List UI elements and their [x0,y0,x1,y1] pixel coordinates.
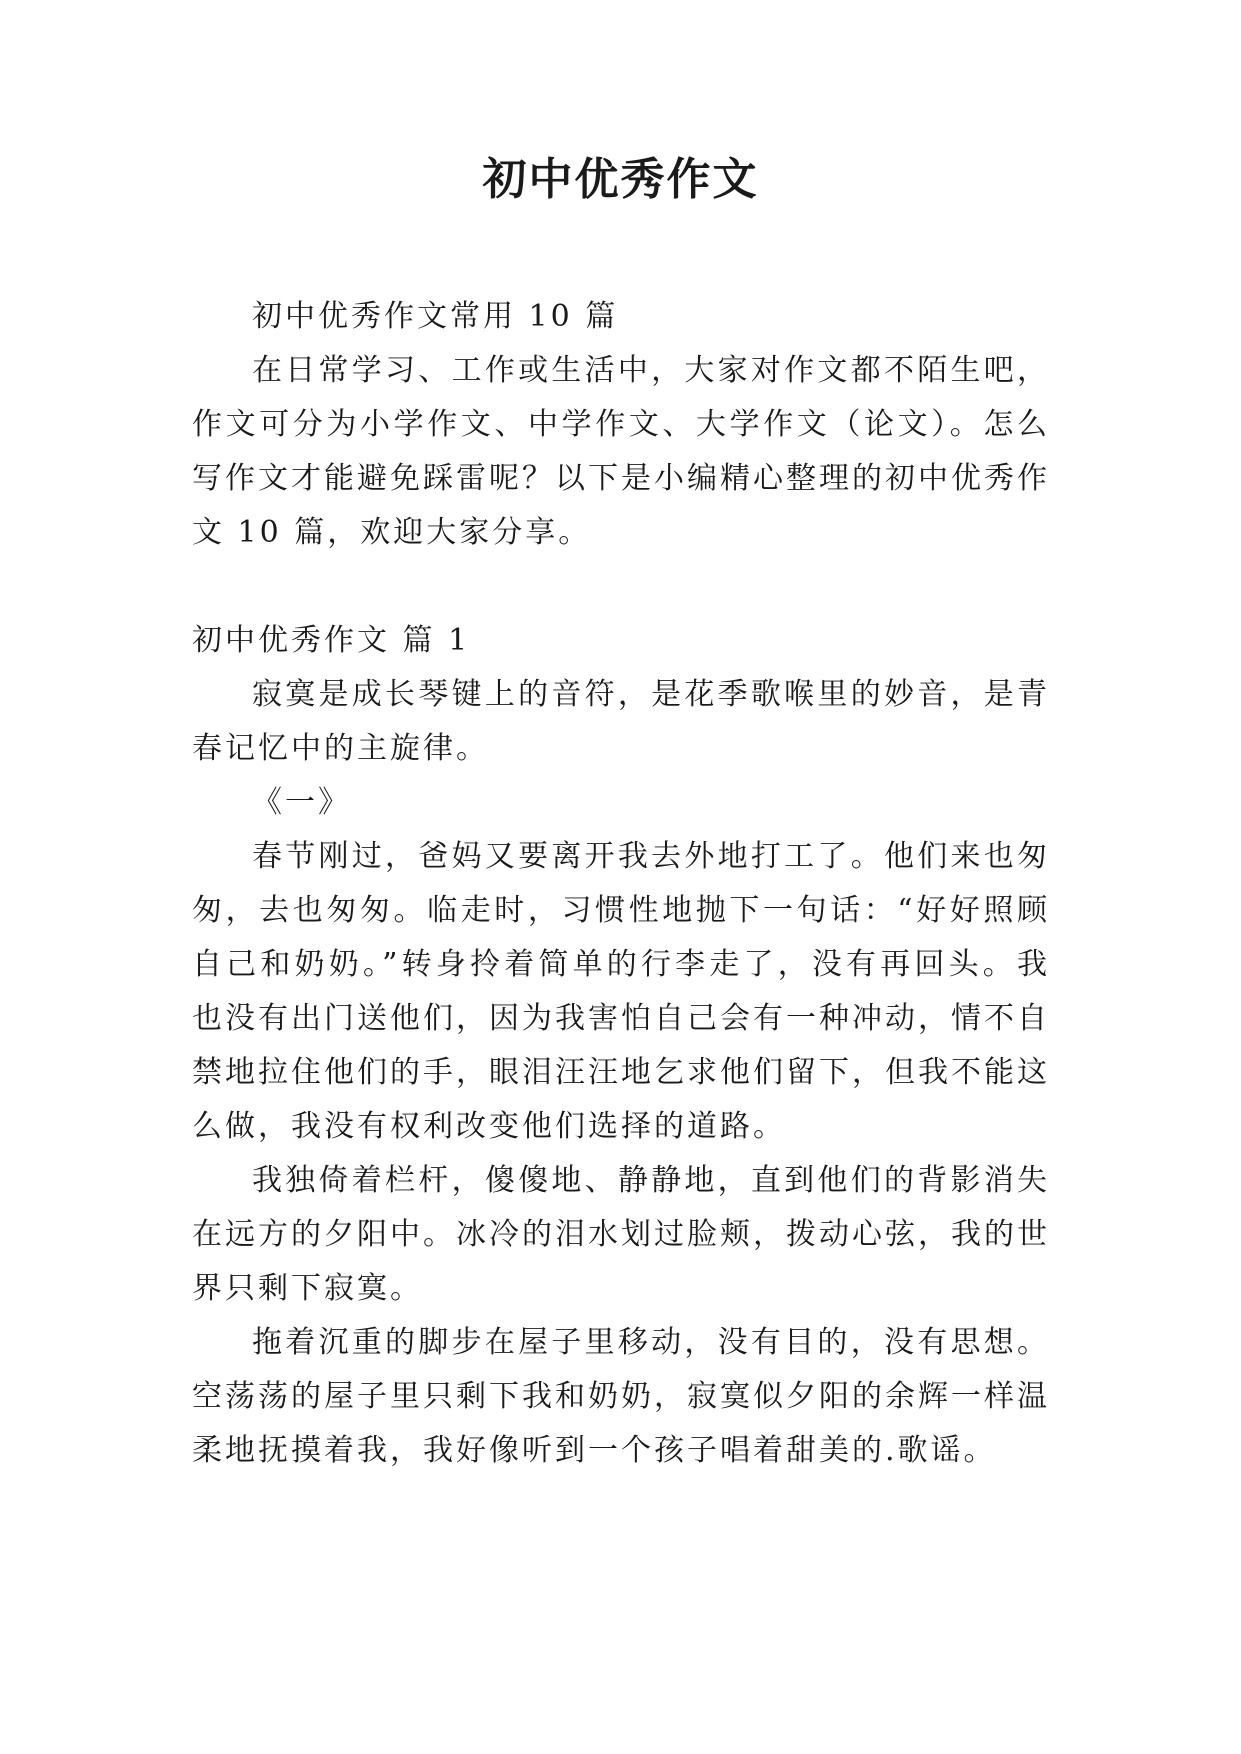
chapter-marker: 《一》 [252,785,351,820]
intro-paragraph: 在日常学习、工作或生活中，大家对作文都不陌生吧，作文可分为小学作文、中学作文、大学作文（论文）。怎么写作文才能避免踩雷呢？以下是小编精心整理的初中优秀作文 10 篇，欢迎大家分享。 [192,353,1050,550]
section-heading: 初中优秀作文 篇 1 [192,623,471,658]
body-paragraph: 我独倚着栏杆，傻傻地、静静地，直到他们的背影消失在远方的夕阳中。冰冷的泪水划过脸颊，拨动心弦，我的世界只剩下寂寞。 [192,1163,1050,1306]
document-title: 初中优秀作文 [482,154,759,205]
document-body [192,290,1050,1478]
body-paragraph: 拖着沉重的脚步在屋子里移动，没有目的，没有思想。空荡荡的屋子里只剩下我和奶奶，寂寞似夕阳的余辉一样温柔地抚摸着我，我好像听到一个孩子唱着甜美的.歌谣。 [192,1325,1050,1468]
document-subtitle: 初中优秀作文常用 10 篇 [252,299,619,334]
body-paragraph: 春节刚过，爸妈又要离开我去外地打工了。他们来也匆匆，去也匆匆。临走时，习惯性地抛下一句话：“好好照顾自己和奶奶。”转身拎着简单的行李走了，没有再回头。我也没有出门送他们，因为我害怕自己会有一种冲动，情不自禁地拉住他们的手，眼泪汪汪地乞求他们留下，但我不能这么做，我没有权利改变他们选择的道路。 [192,839,1050,1144]
body-paragraph: 寂寞是成长琴键上的音符，是花季歌喉里的妙音，是青春记忆中的主旋律。 [192,677,1050,766]
